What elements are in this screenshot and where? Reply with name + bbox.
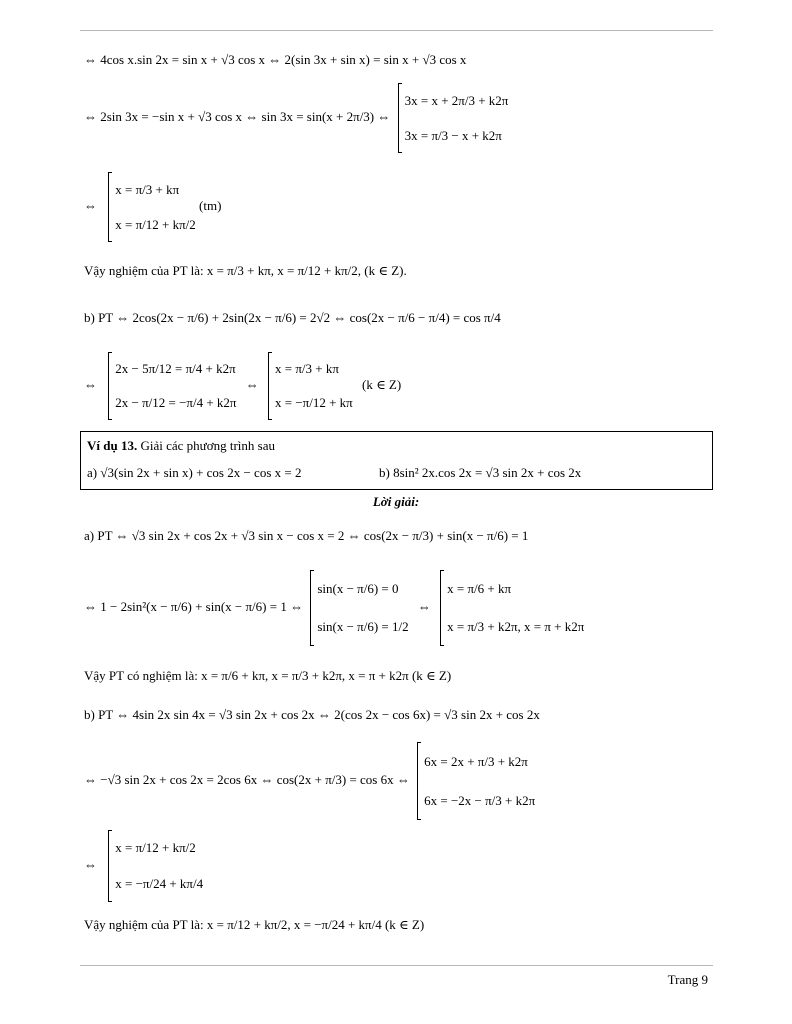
system-row: x = −π/12 + kπ: [275, 395, 353, 410]
equation-system: [310, 570, 408, 646]
system-row: 6x = −2x − π/3 + k2π: [424, 792, 536, 808]
example-title-line: [87, 438, 275, 454]
system-row: x = π/3 + k2π, x = π + k2π: [447, 619, 585, 634]
equation-system: [398, 83, 509, 153]
equivalence-symbol: ⇔: [84, 376, 97, 392]
page-number: Trang 9: [667, 972, 708, 987]
example-instruction: Giải các phương trình sau: [140, 438, 275, 453]
system-row: x = π/3 + kπ: [275, 361, 339, 376]
note-text: (tm): [199, 197, 222, 213]
example-part-b: b) 8sin² 2x.cos 2x = √3 sin 2x + cos 2x: [379, 465, 582, 480]
conclusion-line: [84, 263, 407, 279]
system-row: sin(x − π/6) = 0: [317, 581, 399, 596]
equation-text: a) PT ⇔ √3 sin 2x + cos 2x + √3 sin x − cos x = 2 ⇔ cos(2x − π/3) + sin(x − π/6) = 1: [84, 528, 529, 543]
system-row: 3x = x + 2π/3 + k2π: [404, 92, 509, 108]
system-row: 2x − π/12 = −π/4 + k2π: [115, 395, 237, 410]
equation-text: ⇔ 4cos x.sin 2x = sin x + √3 cos x ⇔ 2(sin 3x + sin x) = sin x + √3 cos x: [84, 52, 467, 67]
equation-system: [108, 352, 236, 420]
system-row: x = π/3 + kπ: [115, 181, 180, 197]
equivalence-symbol: ⇔: [417, 598, 431, 614]
conclusion-text: Vậy nghiệm của PT là: x = π/12 + kπ/2, x = −π/24 + kπ/4 (k ∈ Z): [84, 917, 425, 932]
equation-text: ⇔ 1 − 2sin²(x − π/6) + sin(x − π/6) = 1 ⇔: [84, 598, 304, 614]
equation-text: b) PT ⇔ 2cos(2x − π/6) + 2sin(2x − π/6) = 2√2 ⇔ cos(2x − π/6 − π/4) = cos π/4: [84, 310, 501, 325]
example-box: [80, 431, 713, 490]
equivalence-symbol: ⇔: [84, 197, 97, 213]
conclusion-line: [84, 917, 424, 933]
equation-line: [84, 52, 466, 68]
equation-system: [268, 352, 353, 420]
system-row: 6x = 2x + π/3 + k2π: [424, 753, 528, 769]
equation-system: [417, 742, 535, 820]
equation-line: [84, 528, 528, 544]
conclusion-text: Vậy nghiệm của PT là: x = π/3 + kπ, x = π/12 + kπ/2, (k ∈ Z).: [84, 263, 407, 278]
system-row: 2x − 5π/12 = π/4 + k2π: [115, 361, 236, 376]
equation-line: [84, 172, 221, 242]
conclusion-line: [84, 668, 451, 684]
equation-text: ⇔ 2sin 3x = −sin x + √3 cos x ⇔ sin 3x = sin(x + 2π/3) ⇔: [84, 108, 391, 124]
equation-line: [84, 570, 584, 646]
equation-line: [84, 742, 535, 820]
equation-line: [84, 310, 501, 326]
equivalence-symbol: ⇔: [84, 856, 97, 872]
example-part-a: a) √3(sin 2x + sin x) + cos 2x − cos x = 2: [87, 465, 302, 480]
equation-system: [108, 830, 203, 902]
header-rule: [80, 30, 713, 31]
equation-line: [84, 83, 508, 153]
equation-line: [84, 707, 540, 723]
example-title: Ví dụ 13.: [87, 438, 138, 453]
equation-system: [108, 172, 196, 242]
solution-heading: Lời giải:: [372, 494, 420, 509]
conclusion-text: Vậy PT có nghiệm là: x = π/6 + kπ, x = π/3 + k2π, x = π + k2π (k ∈ Z): [84, 668, 452, 683]
equation-text: ⇔ −√3 sin 2x + cos 2x = 2cos 6x ⇔ cos(2x + π/3) = cos 6x ⇔: [84, 771, 410, 787]
note-text: (k ∈ Z): [361, 376, 402, 392]
system-row: x = −π/24 + kπ/4: [115, 876, 204, 891]
footer-rule: [80, 965, 713, 966]
equation-system: [440, 570, 584, 646]
equation-line: [84, 352, 401, 420]
system-row: sin(x − π/6) = 1/2: [317, 619, 409, 634]
equivalence-symbol: ⇔: [245, 376, 259, 392]
system-row: x = π/12 + kπ/2: [115, 216, 196, 232]
system-row: x = π/6 + kπ: [447, 581, 512, 596]
system-row: x = π/12 + kπ/2: [115, 840, 196, 855]
system-row: 3x = π/3 − x + k2π: [404, 127, 502, 143]
equation-text: b) PT ⇔ 4sin 2x sin 4x = √3 sin 2x + cos 2x ⇔ 2(cos 2x − cos 6x) = √3 sin 2x + cos 2x: [84, 707, 540, 722]
equation-line: [84, 830, 203, 902]
